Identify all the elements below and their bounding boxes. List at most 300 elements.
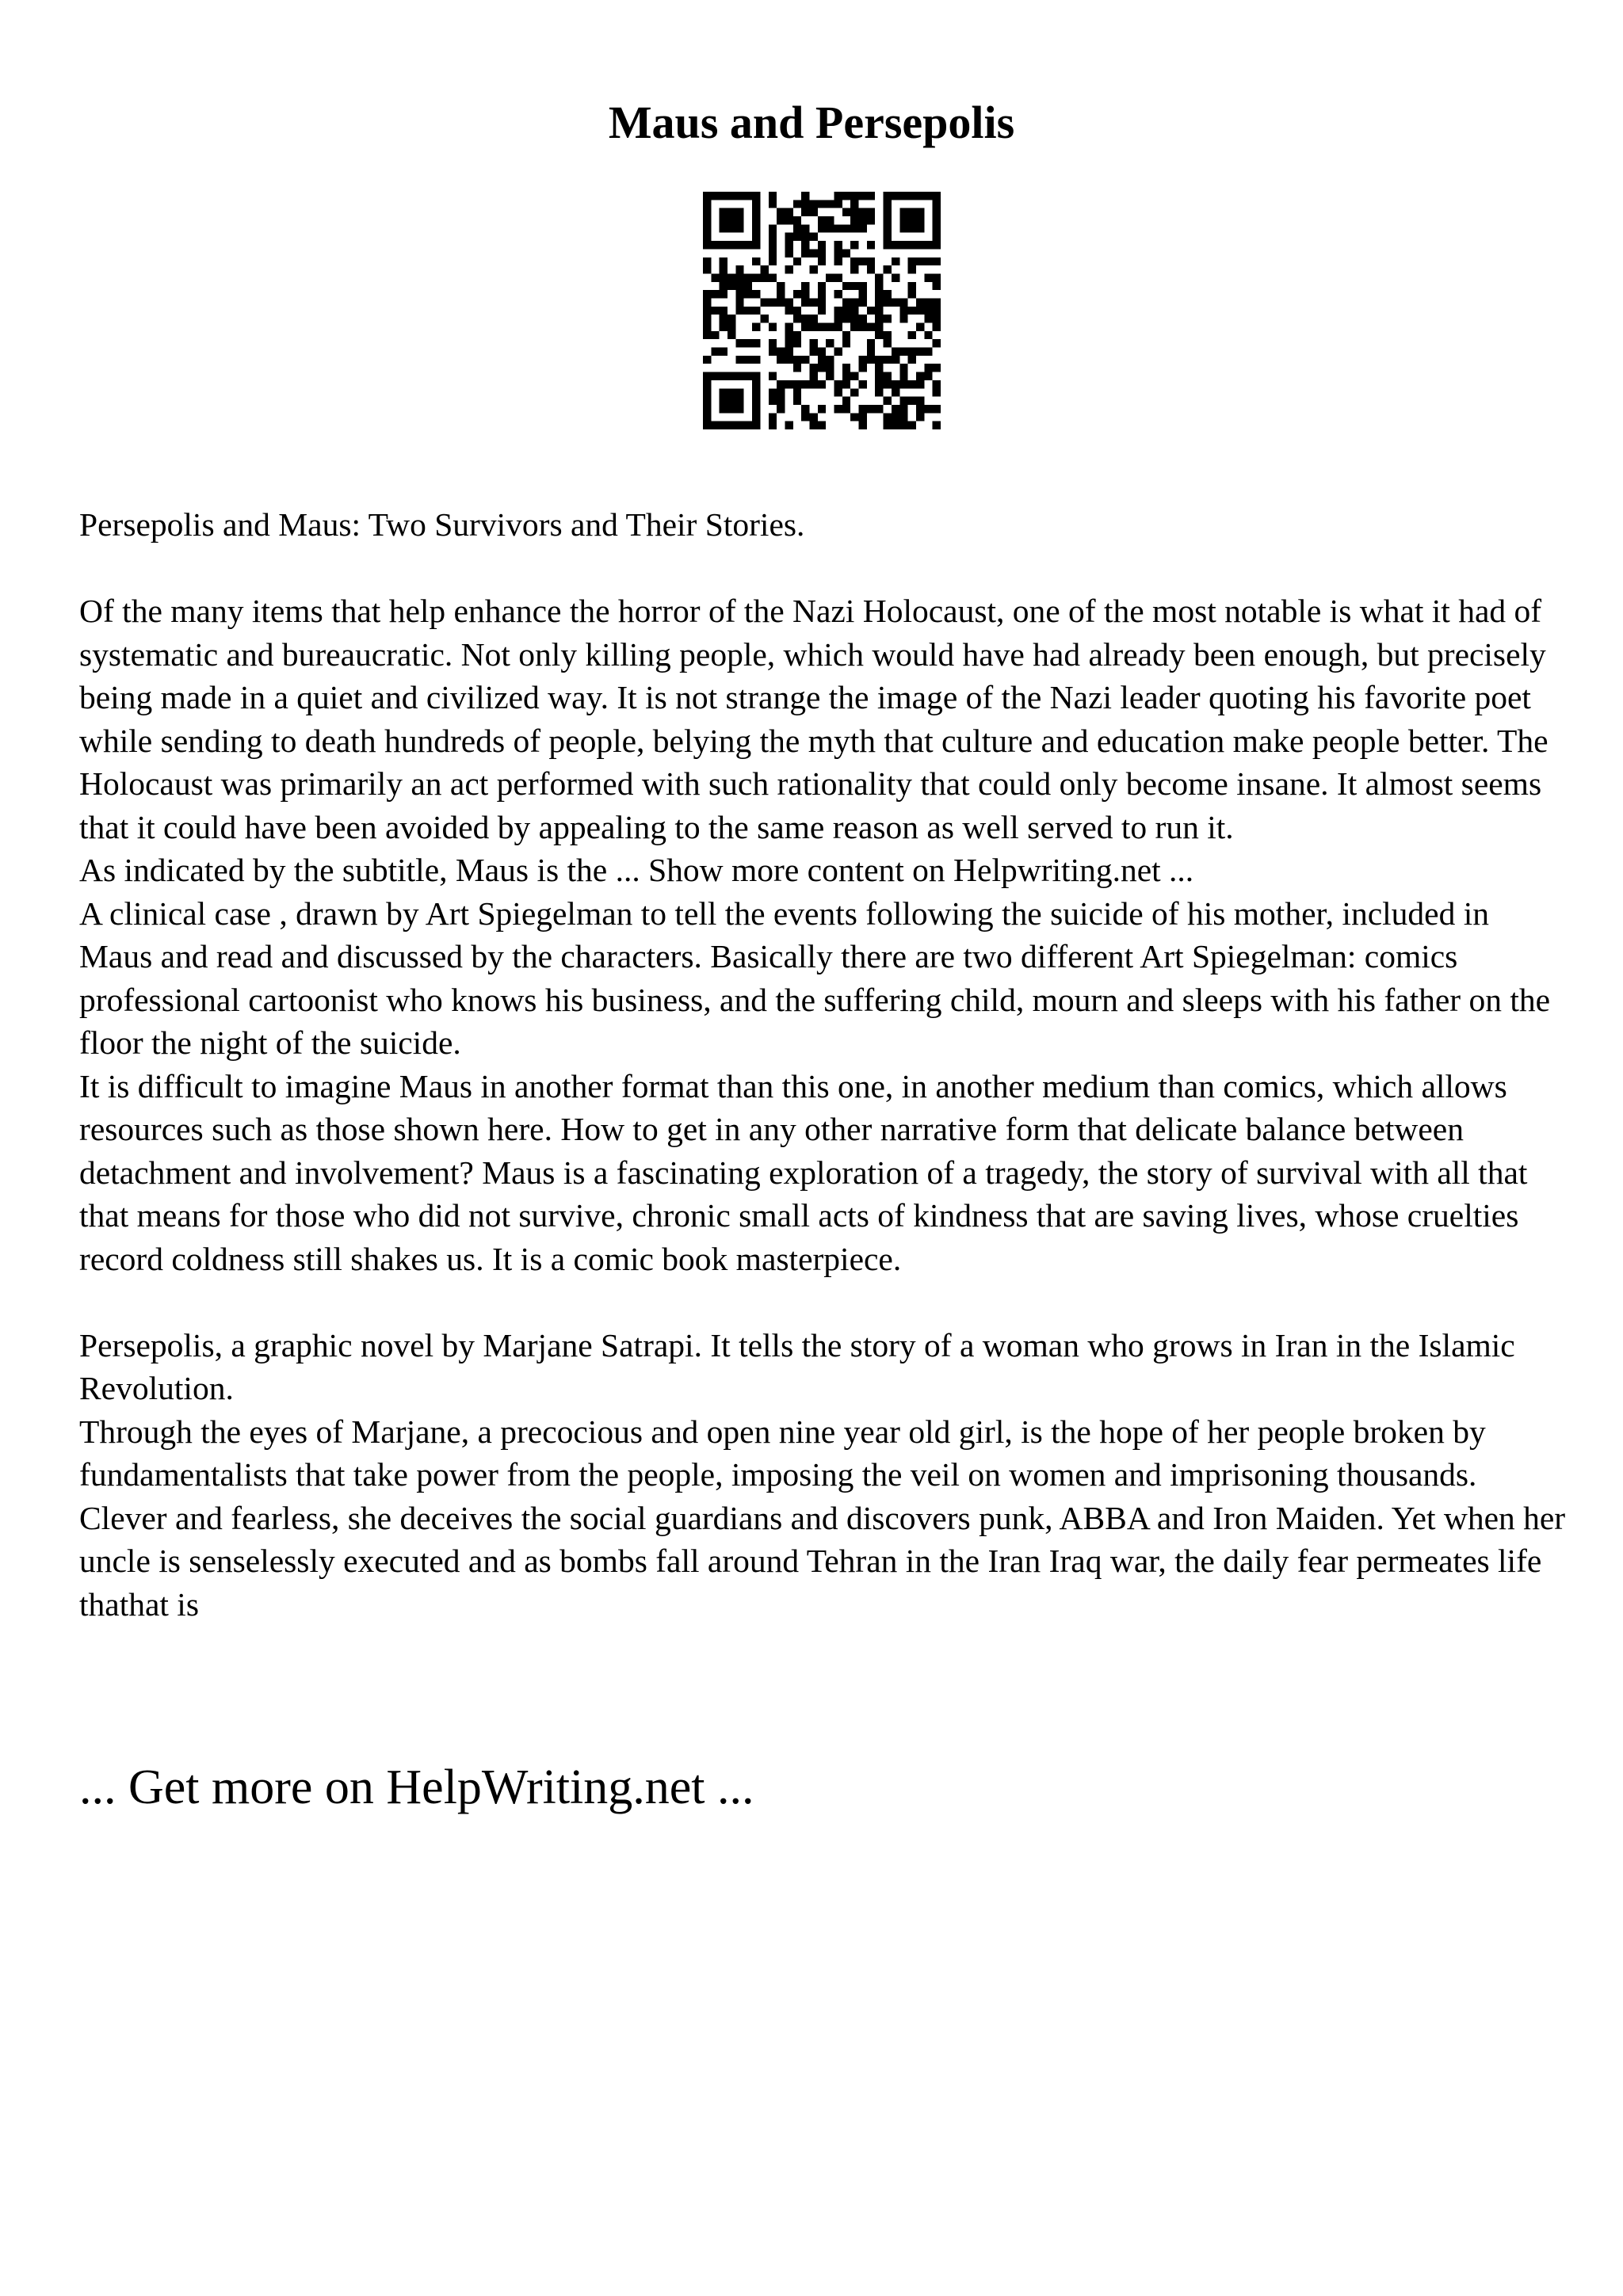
qr-module — [818, 257, 826, 265]
qr-module — [785, 356, 792, 364]
qr-module — [785, 323, 792, 331]
qr-module — [834, 224, 842, 232]
qr-module — [842, 380, 850, 388]
document-body — [79, 503, 1569, 1626]
qr-module — [826, 356, 834, 364]
qr-module — [785, 421, 792, 429]
qr-module — [769, 323, 777, 331]
qr-module — [899, 307, 907, 315]
qr-module — [842, 315, 850, 322]
qr-module — [924, 405, 932, 413]
qr-module — [809, 372, 817, 380]
qr-module — [916, 298, 924, 306]
qr-module — [842, 192, 850, 200]
qr-module — [744, 290, 752, 298]
qr-module — [850, 307, 858, 315]
qr-module — [720, 241, 727, 249]
qr-module — [884, 192, 892, 200]
qr-module — [875, 364, 883, 372]
qr-module — [850, 224, 858, 232]
qr-module — [752, 397, 760, 405]
qr-module — [908, 265, 916, 273]
qr-module — [727, 388, 735, 396]
qr-module — [727, 315, 735, 322]
qr-module — [793, 331, 801, 339]
qr-module — [867, 216, 875, 224]
qr-module — [875, 307, 883, 315]
qr-module — [892, 257, 899, 265]
qr-module — [720, 348, 727, 356]
qr-module — [744, 241, 752, 249]
qr-module — [801, 282, 809, 290]
qr-module — [916, 224, 924, 232]
qr-module — [785, 233, 792, 241]
qr-module — [785, 249, 792, 257]
qr-module — [818, 216, 826, 224]
qr-module — [850, 208, 858, 216]
qr-module — [884, 356, 892, 364]
page-title: Maus and Persepolis — [608, 97, 1015, 148]
qr-module — [809, 298, 817, 306]
qr-module — [777, 290, 785, 298]
qr-module — [933, 257, 941, 265]
qr-module — [842, 224, 850, 232]
qr-module — [735, 397, 743, 405]
qr-module — [850, 388, 858, 396]
qr-module — [703, 331, 711, 339]
qr-module — [752, 241, 760, 249]
qr-module — [826, 224, 834, 232]
qr-module — [908, 224, 916, 232]
qr-module — [908, 290, 916, 298]
qr-module — [933, 192, 941, 200]
paragraph-maus-format: It is difficult to imagine Maus in another format than this one, in another medium than comics, which allows resources such as those shown here. How to get in any other narrative form that delicate balance between detachment and involvement? Maus is a fascinating exploration of a tragedy, the story of survival with all that that means for those who did not survive, chronic small acts of kindness that are saving lives, whose cruelties record coldness still shakes us. It is a comic book masterpiece. — [79, 1067, 1528, 1277]
qr-module — [933, 200, 941, 208]
qr-module — [777, 380, 785, 388]
qr-module — [933, 241, 941, 249]
qr-module — [859, 208, 867, 216]
qr-module — [924, 241, 932, 249]
qr-module — [809, 265, 817, 273]
qr-module — [933, 298, 941, 306]
qr-module — [908, 397, 916, 405]
qr-module — [809, 348, 817, 356]
qr-module — [834, 388, 842, 396]
qr-module — [777, 397, 785, 405]
qr-module — [735, 224, 743, 232]
qr-module — [703, 216, 711, 224]
qr-module — [826, 200, 834, 208]
qr-module — [875, 323, 883, 331]
qr-module — [720, 421, 727, 429]
qr-module — [850, 298, 858, 306]
qr-module — [892, 348, 899, 356]
qr-module — [785, 307, 792, 315]
qr-module — [720, 290, 727, 298]
qr-module — [752, 323, 760, 331]
qr-module — [924, 273, 932, 281]
qr-module — [842, 208, 850, 216]
qr-module — [793, 397, 801, 405]
qr-module — [777, 388, 785, 396]
qr-module — [777, 356, 785, 364]
qr-module — [899, 315, 907, 322]
qr-module — [752, 290, 760, 298]
qr-module — [842, 249, 850, 257]
qr-module — [850, 216, 858, 224]
qr-module — [859, 380, 867, 388]
qr-module — [916, 216, 924, 224]
qr-module — [899, 348, 907, 356]
qr-module — [899, 241, 907, 249]
qr-module — [818, 323, 826, 331]
qr-module — [809, 233, 817, 241]
qr-module — [933, 216, 941, 224]
qr-module — [809, 380, 817, 388]
qr-module — [793, 257, 801, 265]
qr-module — [752, 273, 760, 281]
qr-module — [777, 208, 785, 216]
qr-module — [769, 192, 777, 200]
qr-module — [908, 216, 916, 224]
qr-module — [735, 339, 743, 347]
qr-module — [744, 421, 752, 429]
qr-module — [744, 192, 752, 200]
qr-module — [818, 224, 826, 232]
qr-module — [908, 192, 916, 200]
qr-module — [892, 413, 899, 421]
qr-module — [703, 356, 711, 364]
qr-module — [752, 421, 760, 429]
qr-module — [727, 273, 735, 281]
qr-module — [703, 298, 711, 306]
qr-module — [908, 282, 916, 290]
qr-module — [752, 257, 760, 265]
qr-module — [842, 339, 850, 347]
qr-module — [818, 348, 826, 356]
qr-module — [752, 307, 760, 315]
qr-module — [785, 348, 792, 356]
qr-module — [933, 421, 941, 429]
qr-module — [850, 323, 858, 331]
qr-module — [769, 200, 777, 208]
qr-module — [735, 290, 743, 298]
qr-module — [916, 257, 924, 265]
qr-module — [703, 200, 711, 208]
qr-module — [859, 421, 867, 429]
qr-module — [924, 192, 932, 200]
qr-module — [924, 364, 932, 372]
qr-module — [752, 339, 760, 347]
qr-module — [908, 348, 916, 356]
qr-module — [899, 224, 907, 232]
qr-module — [793, 233, 801, 241]
qr-module — [899, 208, 907, 216]
qr-module — [703, 241, 711, 249]
qr-module — [884, 380, 892, 388]
qr-module — [933, 405, 941, 413]
qr-module — [703, 233, 711, 241]
qr-module — [777, 348, 785, 356]
qr-module — [703, 421, 711, 429]
qr-module — [916, 192, 924, 200]
qr-module — [875, 372, 883, 380]
qr-module — [859, 298, 867, 306]
qr-module — [818, 298, 826, 306]
qr-module — [916, 405, 924, 413]
qr-module — [703, 290, 711, 298]
qr-module — [785, 298, 792, 306]
qr-module — [720, 273, 727, 281]
paragraph-subtitle: As indicated by the subtitle, Maus is the ... Show more content on Helpwriting.net ... — [79, 852, 1194, 888]
qr-module — [720, 282, 727, 290]
qr-module — [916, 208, 924, 216]
qr-module — [826, 372, 834, 380]
qr-module — [850, 282, 858, 290]
qr-module — [703, 192, 711, 200]
qr-module — [892, 241, 899, 249]
qr-module — [727, 331, 735, 339]
qr-module — [720, 372, 727, 380]
qr-module — [703, 323, 711, 331]
qr-module — [884, 331, 892, 339]
qr-module — [867, 348, 875, 356]
qr-module — [908, 241, 916, 249]
qr-module — [884, 216, 892, 224]
qr-module — [933, 388, 941, 396]
qr-module — [826, 364, 834, 372]
qr-module — [752, 380, 760, 388]
qr-module — [801, 405, 809, 413]
qr-module — [924, 348, 932, 356]
qr-module — [703, 265, 711, 273]
qr-module — [892, 380, 899, 388]
qr-module — [834, 192, 842, 200]
qr-module — [884, 372, 892, 380]
get-more-link[interactable]: ... Get more on HelpWriting.net ... — [79, 1760, 754, 1814]
qr-module — [884, 413, 892, 421]
qr-module — [785, 331, 792, 339]
qr-module — [834, 249, 842, 257]
qr-module — [793, 290, 801, 298]
qr-module — [859, 405, 867, 413]
qr-module — [884, 200, 892, 208]
qr-module — [818, 200, 826, 208]
paragraph-holocaust: Of the many items that help enhance the horror of the Nazi Holocaust, one of the most notable is what it had of systematic and bureaucratic. Not only killing people, which would have had already been enough, but precisely being made in a quiet and civilized way. It is not strange the image of the Nazi leader quoting his favorite poet while sending to death hundreds of people, belying the myth that culture and education make people better. The Holocaust was primarily an act performed with such rationality that could only become insane. It almost seems that it could have been avoided by appealing to the same reason as well served to run it. — [79, 593, 1549, 845]
qr-module — [735, 405, 743, 413]
qr-module — [850, 192, 858, 200]
qr-module — [899, 364, 907, 372]
qr-module — [711, 331, 719, 339]
qr-module — [769, 224, 777, 232]
qr-module — [818, 421, 826, 429]
qr-module — [892, 192, 899, 200]
qr-module — [711, 290, 719, 298]
qr-module — [752, 413, 760, 421]
qr-module — [727, 208, 735, 216]
qr-module — [801, 249, 809, 257]
qr-module — [801, 323, 809, 331]
qr-module — [933, 323, 941, 331]
qr-module — [735, 298, 743, 306]
qr-module — [859, 413, 867, 421]
qr-module — [859, 364, 867, 372]
qr-module — [850, 200, 858, 208]
qr-module — [834, 348, 842, 356]
qr-module — [727, 372, 735, 380]
qr-code-graphic — [703, 192, 941, 429]
qr-module — [703, 413, 711, 421]
qr-module — [834, 307, 842, 315]
qr-module — [818, 307, 826, 315]
qr-module — [834, 273, 842, 281]
qr-module — [720, 388, 727, 396]
qr-module — [720, 307, 727, 315]
qr-module — [842, 307, 850, 315]
qr-module — [892, 388, 899, 396]
qr-module — [892, 421, 899, 429]
qr-module — [859, 323, 867, 331]
qr-module — [933, 307, 941, 315]
qr-module — [850, 413, 858, 421]
qr-module — [867, 257, 875, 265]
qr-module — [899, 298, 907, 306]
qr-module — [769, 413, 777, 421]
qr-module — [769, 298, 777, 306]
qr-module — [769, 388, 777, 396]
qr-module — [875, 331, 883, 339]
qr-module — [850, 372, 858, 380]
qr-module — [834, 200, 842, 208]
qr-module — [867, 192, 875, 200]
qr-module — [809, 339, 817, 347]
qr-module — [826, 323, 834, 331]
qr-module — [834, 315, 842, 322]
qr-module — [769, 372, 777, 380]
qr-module — [793, 356, 801, 364]
qr-module — [867, 208, 875, 216]
qr-module — [735, 192, 743, 200]
qr-module — [711, 348, 719, 356]
qr-module — [834, 323, 842, 331]
qr-module — [892, 298, 899, 306]
qr-module — [720, 257, 727, 265]
qr-module — [703, 405, 711, 413]
qr-module — [793, 364, 801, 372]
qr-module — [752, 233, 760, 241]
qr-module — [801, 290, 809, 298]
qr-module — [908, 331, 916, 339]
qr-module — [933, 208, 941, 216]
qr-module — [801, 241, 809, 249]
qr-module — [744, 356, 752, 364]
qr-module — [908, 257, 916, 265]
qr-module — [703, 224, 711, 232]
qr-module — [884, 339, 892, 347]
qr-module — [924, 257, 932, 265]
qr-module — [727, 405, 735, 413]
qr-module — [727, 323, 735, 331]
qr-module — [735, 282, 743, 290]
qr-module — [777, 405, 785, 413]
qr-module — [777, 298, 785, 306]
qr-module — [752, 200, 760, 208]
qr-module — [875, 388, 883, 396]
qr-module — [908, 356, 916, 364]
qr-module — [752, 372, 760, 380]
qr-module — [875, 282, 883, 290]
qr-module — [842, 298, 850, 306]
qr-module — [899, 372, 907, 380]
qr-module — [867, 339, 875, 347]
qr-module — [785, 208, 792, 216]
qr-module — [727, 421, 735, 429]
qr-module — [735, 307, 743, 315]
qr-module — [720, 216, 727, 224]
qr-module — [785, 265, 792, 273]
qr-module — [884, 298, 892, 306]
qr-module — [809, 200, 817, 208]
qr-module — [744, 282, 752, 290]
qr-module — [933, 315, 941, 322]
qr-module — [818, 282, 826, 290]
qr-module — [884, 315, 892, 322]
qr-module — [727, 282, 735, 290]
qr-module — [752, 224, 760, 232]
qr-module — [884, 208, 892, 216]
qr-module — [908, 380, 916, 388]
qr-module — [924, 307, 932, 315]
qr-module — [842, 282, 850, 290]
qr-module — [916, 323, 924, 331]
qr-module — [720, 323, 727, 331]
qr-module — [859, 290, 867, 298]
qr-module — [933, 339, 941, 347]
qr-module — [769, 397, 777, 405]
qr-module — [916, 348, 924, 356]
qr-module — [777, 216, 785, 224]
qr-module — [793, 388, 801, 396]
qr-module — [818, 249, 826, 257]
qr-module — [867, 323, 875, 331]
qr-module — [760, 298, 768, 306]
qr-module — [703, 257, 711, 265]
qr-module — [834, 257, 842, 265]
qr-module — [769, 241, 777, 249]
qr-module — [859, 257, 867, 265]
qr-module — [703, 315, 711, 322]
qr-module — [727, 192, 735, 200]
qr-module — [703, 372, 711, 380]
qr-module — [703, 388, 711, 396]
qr-module — [933, 282, 941, 290]
qr-code-icon — [703, 192, 941, 429]
qr-module — [720, 397, 727, 405]
qr-module — [826, 273, 834, 281]
qr-module — [769, 233, 777, 241]
qr-module — [842, 405, 850, 413]
qr-module — [809, 364, 817, 372]
qr-module — [793, 200, 801, 208]
qr-module — [892, 356, 899, 364]
qr-module — [834, 405, 842, 413]
qr-module — [785, 216, 792, 224]
qr-module — [933, 233, 941, 241]
qr-module — [916, 307, 924, 315]
qr-module — [727, 241, 735, 249]
qr-module — [801, 224, 809, 232]
qr-module — [801, 298, 809, 306]
